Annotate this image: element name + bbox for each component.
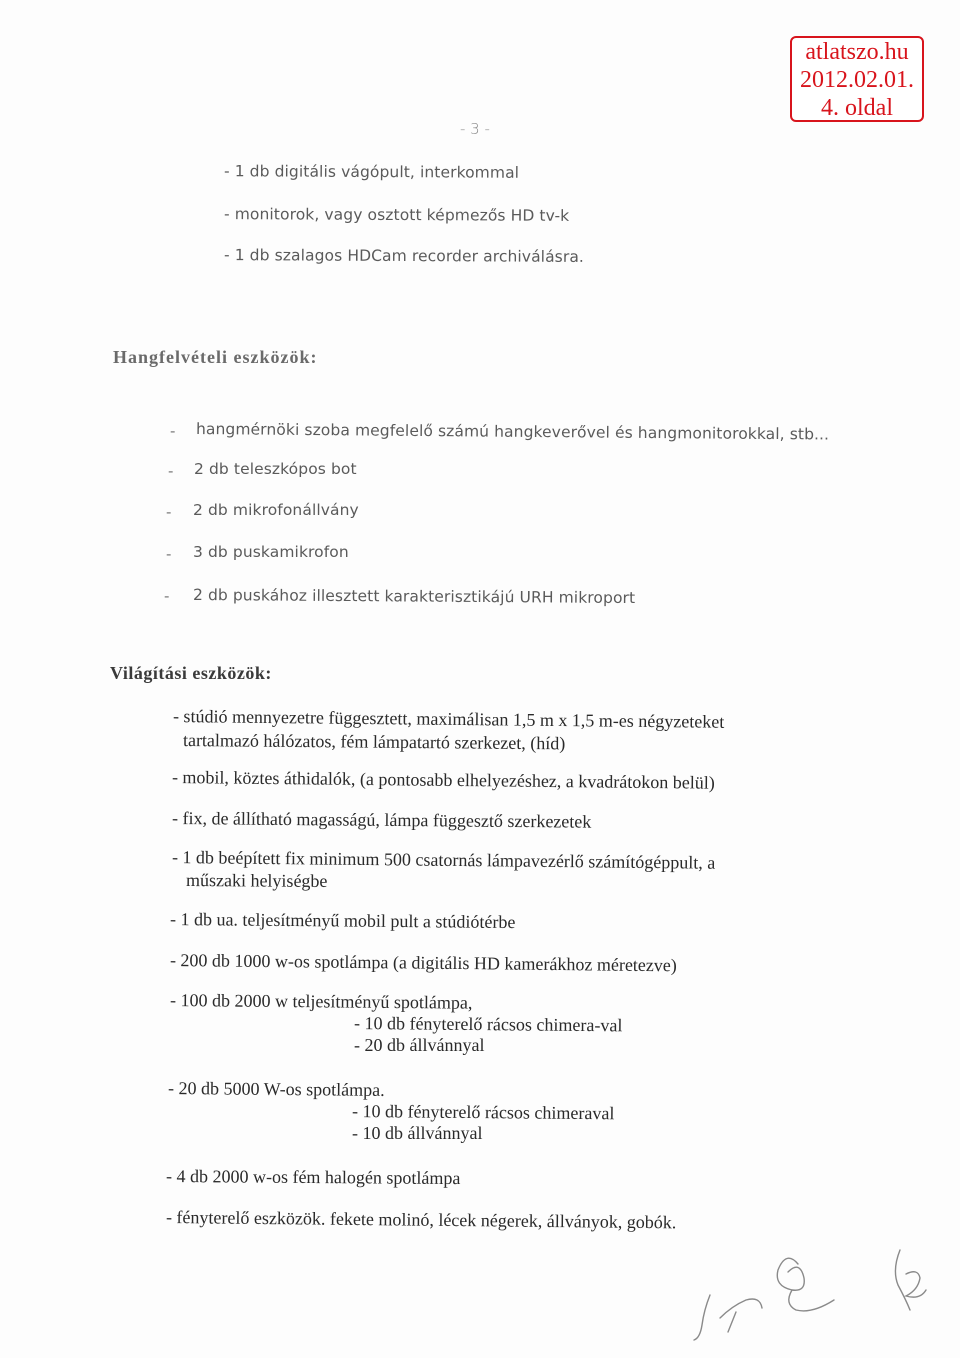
sub-item: - 20 db állvánnyal <box>354 1035 485 1055</box>
list-item: - mobil, köztes áthidalók, (a pontosabb elhelyezéshez, a kvadrátokon belül) <box>171 767 715 793</box>
list-item: - 1 db ua. teljesítményű mobil pult a stúdiótérbe <box>169 909 516 933</box>
list-item: - monitorok, vagy osztott képmezős HD tv-k <box>223 205 570 225</box>
bullet-dash: - <box>166 503 172 521</box>
list-item: 2 db puskához illesztett karakterisztikájú URH mikroport <box>192 586 636 608</box>
sub-item: - 10 db fényterelő rácsos chimeraval <box>351 1101 615 1124</box>
list-item: - 20 db 5000 W-os spotlámpa. <box>167 1078 385 1100</box>
list-item-continuation: műszaki helyiségbe <box>185 870 328 891</box>
source-stamp <box>790 36 924 122</box>
list-item: - stúdió mennyezetre függesztett, maximálisan 1,5 m x 1,5 m-es négyzeteket <box>172 706 725 732</box>
stamp-site: atlatszo.hu <box>805 39 909 65</box>
list-item: hangmérnöki szoba megfelelő számú hangkeverővel és hangmonitorokkal, stb... <box>195 420 830 444</box>
list-item: - 100 db 2000 w teljesítményű spotlámpa, <box>169 990 473 1013</box>
handwritten-initials <box>680 1230 940 1350</box>
sub-item: - 10 db fényterelő rácsos chimera-val <box>353 1013 623 1036</box>
stamp-date: 2012.02.01. <box>800 67 914 93</box>
list-item: 2 db teleszkópos bot <box>194 460 357 478</box>
sub-item: - 10 db állvánnyal <box>352 1123 483 1143</box>
page-number: - 3 - <box>460 120 490 138</box>
list-item: - fényterelő eszközök. fekete molinó, lécek négerek, állványok, gobók. <box>165 1207 677 1233</box>
stamp-page: 4. oldal <box>821 95 893 121</box>
list-item-continuation: tartalmazó hálózatos, fém lámpatartó szerkezet, (híd) <box>182 730 566 754</box>
bullet-dash: - <box>164 587 170 605</box>
section-heading-audio: Hangfelvételi eszközök: <box>113 347 318 367</box>
list-item: - fix, de állítható magasságú, lámpa függesztő szerkezetek <box>171 808 592 832</box>
bullet-dash: - <box>170 422 176 440</box>
bullet-dash: - <box>166 545 172 563</box>
bullet-dash: - <box>168 462 174 480</box>
list-item: - 1 db digitális vágópult, interkommal <box>223 162 520 182</box>
list-item: 2 db mikrofonállvány <box>193 501 359 519</box>
list-item: 3 db puskamikrofon <box>193 543 349 561</box>
list-item: - 1 db szalagos HDCam recorder archiválásra. <box>223 246 585 266</box>
list-item: - 1 db beépített fix minimum 500 csatornás lámpavezérlő számítógéppult, a <box>171 847 716 873</box>
list-item: - 4 db 2000 w-os fém halogén spotlámpa <box>165 1166 461 1189</box>
section-heading-lighting: Világítási eszközök: <box>110 663 272 683</box>
list-item: - 200 db 1000 w-os spotlámpa (a digitális HD kamerákhoz méretezve) <box>169 950 677 976</box>
